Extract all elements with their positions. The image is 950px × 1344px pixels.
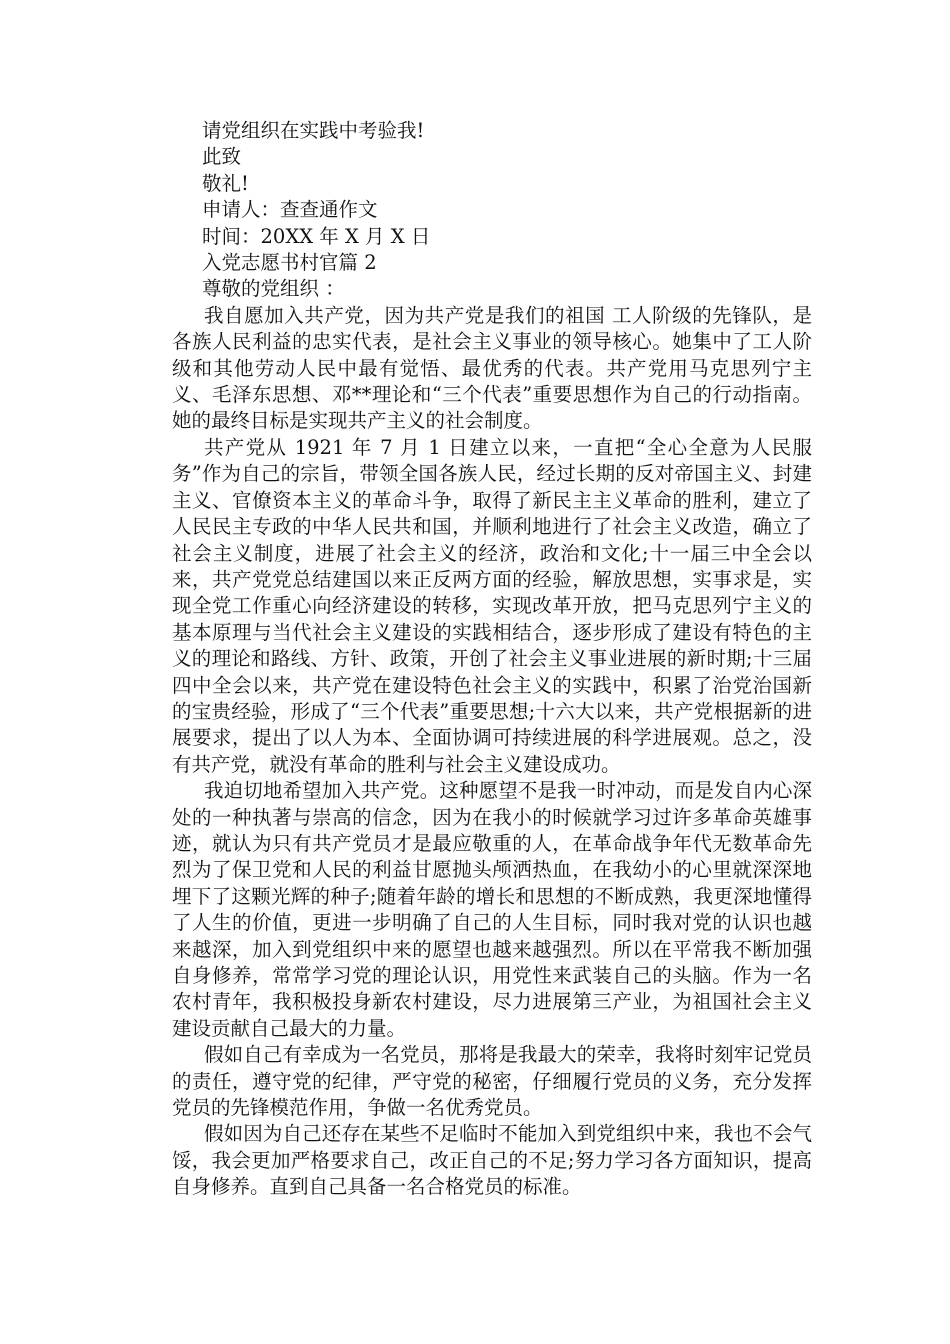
document-body	[172, 118, 812, 1201]
paragraph: 假如因为自己还存在某些不足临时不能加入到党组织中来，我也不会气馁，我会更加严格要求自己，改正自己的不足;努力学习各方面知识，提高自身修养。直到自己具备一名合格党员的标准。	[172, 1122, 812, 1199]
section-title: 入党志愿书村官篇 2	[202, 251, 377, 275]
salutation: 尊敬的党组织 ：	[202, 277, 345, 301]
paragraph: 假如自己有幸成为一名党员，那将是我最大的荣幸，我将时刻牢记党员的责任，遵守党的纪律，严守党的秘密，仔细履行党员的义务，充分发挥党员的先锋模范作用，争做一名优秀党员。	[172, 1043, 812, 1120]
closing-line: 此致	[202, 145, 242, 169]
paragraph: 我自愿加入共产党，因为共产党是我们的祖国 工人阶级的先锋队，是各族人民利益的忠实代表，是社会主义事业的领导核心。她集中了工人阶级和其他劳动人民中最有觉悟、最优秀的代表。共产党用马克思列宁主义、毛泽东思想、邓**理论和“三个代表”重要思想作为自己的行动指南。她的最终目标是实现共产主义的社会制度。	[172, 303, 812, 433]
date-line: 时间：20XX 年 X 月 X 日	[202, 224, 431, 248]
paragraph: 共产党从 1921 年 7 月 1 日建立以来，一直把“全心全意为人民服务”作为自己的宗旨，带领全国各族人民，经过长期的反对帝国主义、封建主义、官僚资本主义的革命斗争，取得了新民主主义革命的胜利，建立了人民民主专政的中华人民共和国，并顺利地进行了社会主义改造，确立了社会主义制度，进展了社会主义的经济，政治和文化;十一届三中全会以来，共产党党总结建国以来正反两方面的经验，解放思想，实事求是，实现全党工作重心向经济建设的转移，实现改革开放，把马克思列宁主义的基本原理与当代社会主义建设的实践相结合，逐步形成了建设有特色的主义的理论和路线、方针、政策，开创了社会主义事业进展的新时期;十三届四中全会以来，共产党在建设特色社会主义的实践中，积累了治党治国新的宝贵经验，形成了“三个代表”重要思想;十六大以来，共产党根据新的进展要求，提出了以人为本、全面协调可持续进展的科学进展观。总之，没有共产党，就没有革命的胜利与社会主义建设成功。	[172, 435, 812, 776]
closing-line: 敬礼!	[202, 171, 249, 195]
paragraph: 我迫切地希望加入共产党。这种愿望不是我一时冲动，而是发自内心深处的一种执著与崇高的信念，因为在我小的时候就学习过许多革命英雄事迹，就认为只有共产党员才是最应敬重的人，在革命战争年代无数革命先烈为了保卫党和人民的利益甘愿抛头颅洒热血，在我幼小的心里就深深地埋下了这颗光辉的种子;随着年龄的增长和思想的不断成熟，我更深地懂得了人生的价值，更进一步明确了自己的人生目标，同时我对党的认识也越来越深，加入到党组织中来的愿望也越来越强烈。所以在平常我不断加强自身修养，常常学习党的理论认识，用党性来武装自己的头脑。作为一名农村青年，我积极投身新农村建设，尽力进展第三产业，为祖国社会主义建设贡献自己最大的力量。	[172, 779, 812, 1040]
closing-line: 请党组织在实践中考验我!	[202, 119, 425, 142]
applicant-line: 申请人：查查通作文	[202, 198, 378, 222]
